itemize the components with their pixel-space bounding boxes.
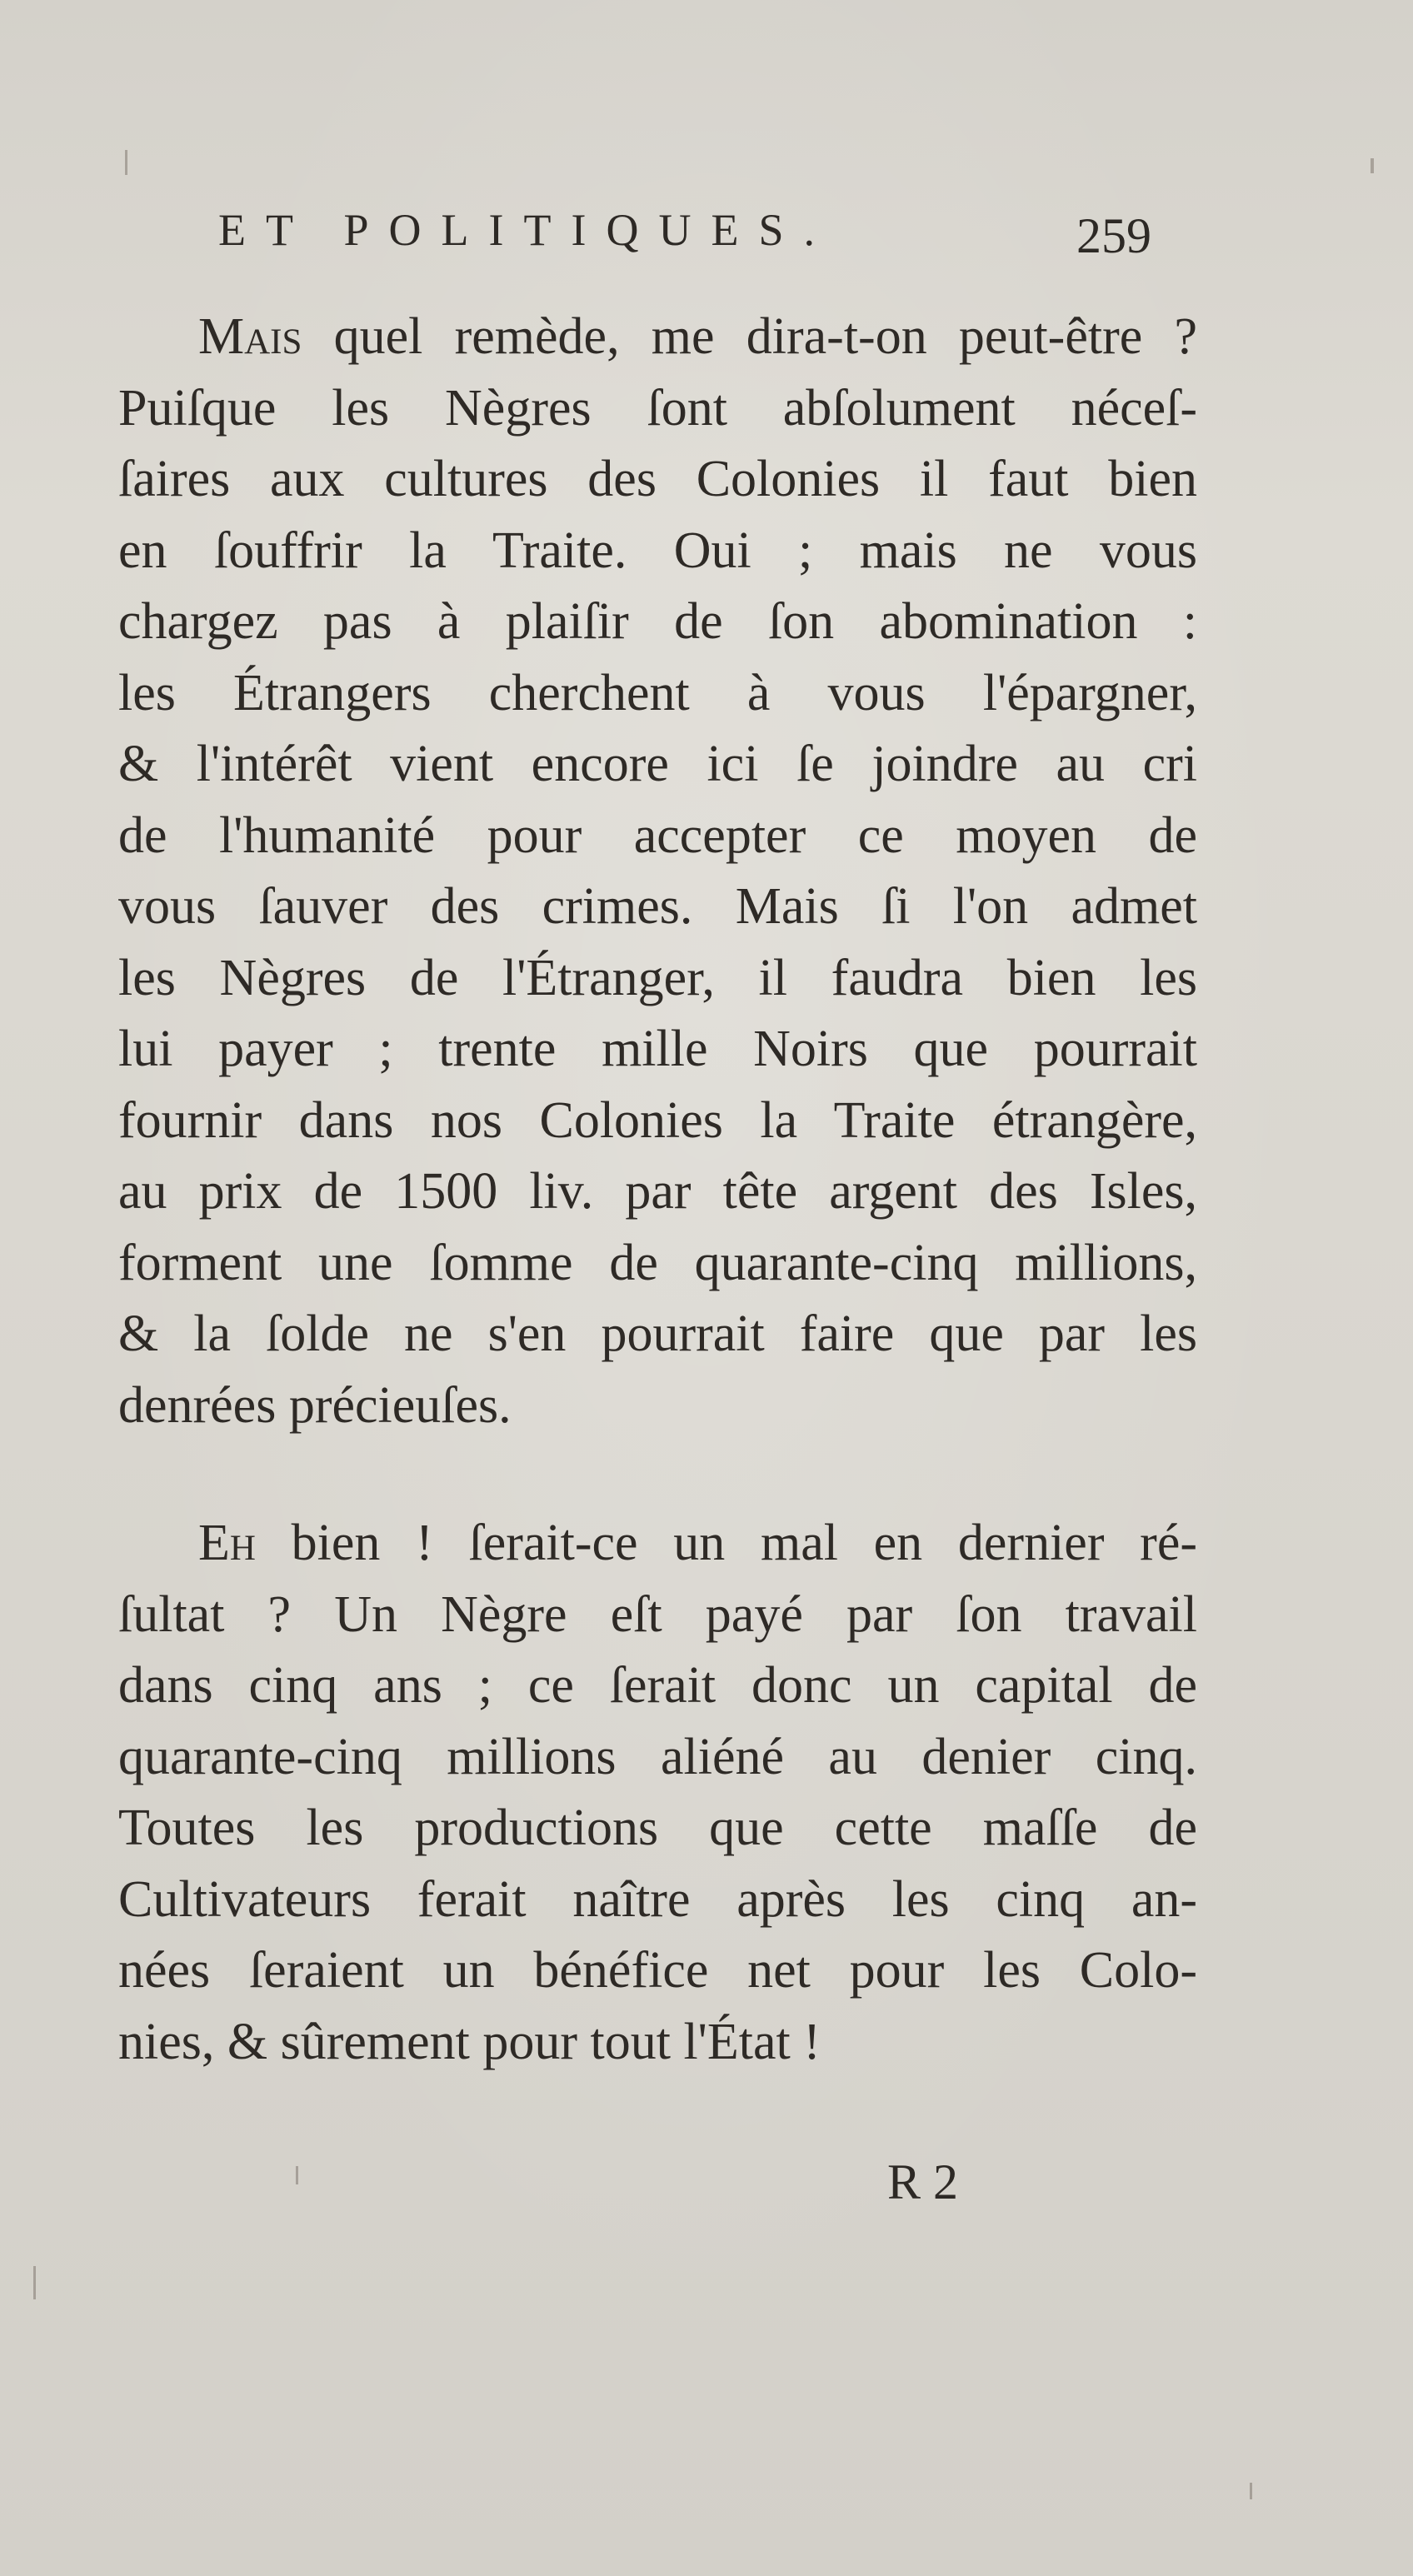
text-line <box>118 1508 1197 1580</box>
text-line: nies, & sûrement pour tout l'État ! <box>118 2013 821 2070</box>
text-line: Puiſque les Nègres ſont abſolument néceſ- <box>118 379 1197 437</box>
text-line: nées ſeraient un bénéfice net pour les Colo- <box>118 1942 1197 1999</box>
small-caps-lead: Eh <box>198 1515 256 1571</box>
small-caps-lead: Mais <box>198 308 302 365</box>
text-line-rest: quel remède, me dira-t-on peut-être ? <box>302 308 1197 365</box>
text-line: ſultat ? Un Nègre eſt payé par ſon travail <box>118 1585 1197 1643</box>
text-line: dans cinq ans ; ce ſerait donc un capital de <box>118 1657 1197 1714</box>
signature-mark: R 2 <box>887 2154 959 2209</box>
text-line: les Étrangers cherchent à vous l'épargner, <box>118 664 1197 721</box>
text-line: & la ſolde ne s'en pourrait faire que par les <box>118 1305 1197 1362</box>
text-line: lui payer ; trente mille Noirs que pourrait <box>118 1021 1197 1077</box>
paper-speck <box>33 2266 36 2299</box>
page-header <box>218 204 1218 279</box>
page-number: 259 <box>1076 208 1151 263</box>
running-head: ET POLITIQUES. <box>218 205 835 255</box>
text-line: denrées précieuſes. <box>118 1376 512 1434</box>
paper-speck <box>1371 158 1374 173</box>
paper-speck <box>1250 2483 1252 2499</box>
text-line: chargez pas à plaiſir de ſon abomination : <box>118 593 1197 650</box>
text-line: quarante-cinq millions aliéné au denier cinq. <box>118 1728 1197 1785</box>
paragraph-2 <box>118 1508 1197 2078</box>
paper-speck <box>296 2166 298 2184</box>
paper-speck <box>125 150 127 175</box>
text-line: Toutes les productions que cette maſſe de <box>118 1800 1197 1856</box>
text-line: de l'humanité pour accepter ce moyen de <box>118 806 1197 864</box>
text-line: vous ſauver des crimes. Mais ſi l'on admet <box>118 878 1197 935</box>
paragraph-1 <box>118 302 1197 1441</box>
text-line: en ſouffrir la Traite. Oui ; mais ne vous <box>118 522 1197 579</box>
text-line: fournir dans nos Colonies la Traite étrangère, <box>118 1091 1197 1149</box>
text-line <box>118 302 1197 373</box>
text-line: au prix de 1500 liv. par tête argent des Isles, <box>118 1163 1197 1220</box>
text-line-rest: bien ! ſerait-ce un mal en dernier ré- <box>255 1515 1197 1571</box>
text-line: Cultivateurs ferait naître après les cinq an- <box>118 1870 1197 1928</box>
text-line: les Nègres de l'Étranger, il faudra bien les <box>118 949 1197 1006</box>
text-line: & l'intérêt vient encore ici ſe joindre au cri <box>118 736 1197 792</box>
text-line: forment une ſomme de quarante-cinq millions, <box>118 1234 1197 1291</box>
text-line: ſaires aux cultures des Colonies il faut bien <box>118 451 1197 507</box>
